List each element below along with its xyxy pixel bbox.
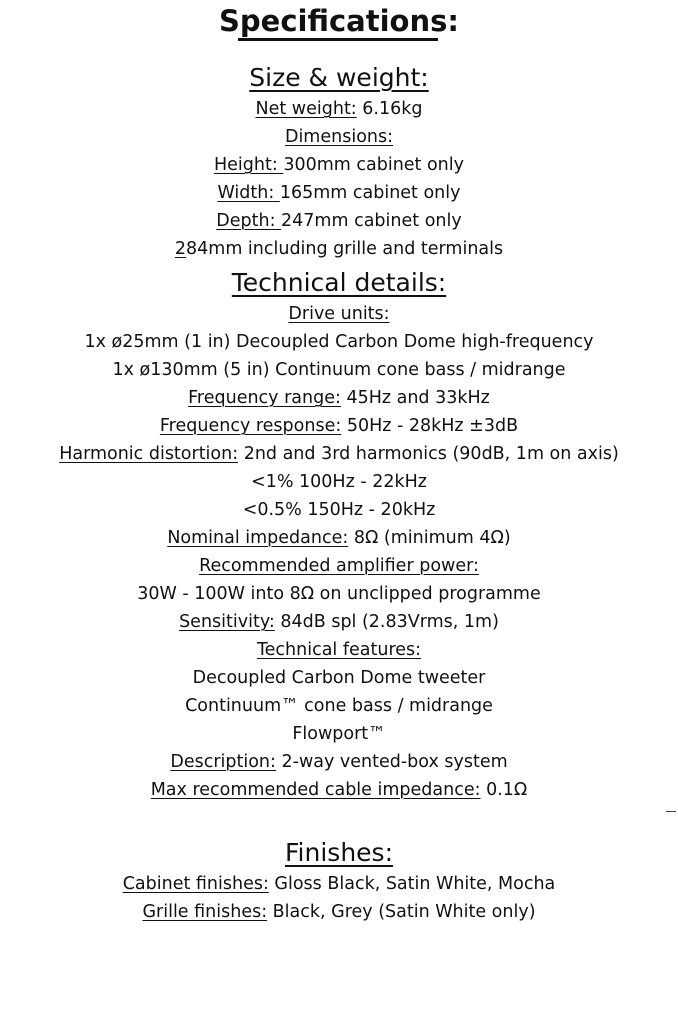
page-title-colon: : (447, 4, 459, 38)
spec-width (0, 179, 678, 207)
spec-value: Black, Grey (Satin White only) (267, 902, 536, 922)
spec-label: Depth: (216, 211, 282, 231)
spec-label: Description: (170, 752, 276, 772)
spec-drive-2: 1x ø130mm (5 in) Continuum cone bass / midrange (112, 360, 566, 380)
spec-frequency-range (0, 384, 678, 412)
spec-label: Grille finishes: (142, 902, 268, 922)
spec-harmonic-1: <1% 100Hz - 22kHz (251, 472, 427, 492)
spec-feature-3: Flowport™ (292, 724, 386, 744)
spec-label: Nominal impedance: (167, 528, 349, 548)
spec-drive-units (0, 300, 678, 328)
spec-cable-impedance (0, 776, 678, 804)
spec-label: Frequency range: (188, 388, 341, 408)
spec-amplifier-power-value: 30W - 100W into 8Ω on unclipped programme (137, 584, 541, 604)
spec-label: Max recommended cable impedance: (150, 780, 481, 800)
margin-dash (666, 811, 676, 812)
spec-value: 50Hz - 28kHz ±3dB (341, 416, 519, 436)
spec-label: Technical features: (256, 640, 422, 660)
spec-label: Width: (217, 183, 280, 203)
spec-value: 84mm including grille and terminals (186, 239, 504, 259)
spec-label: Harmonic distortion: (59, 444, 239, 464)
spec-description (0, 748, 678, 776)
heading-size-weight (0, 62, 678, 94)
spec-label: Height: (214, 155, 284, 175)
spec-nominal-impedance (0, 524, 678, 552)
spec-amplifier-power (0, 552, 678, 580)
spec-harmonic-2: <0.5% 150Hz - 20kHz (242, 500, 436, 520)
spec-label: Net weight: (255, 99, 357, 119)
title-underline (238, 38, 438, 41)
spec-value: 8Ω (minimum 4Ω) (348, 528, 511, 548)
spec-label: Sensitivity: (179, 612, 275, 632)
spec-height (0, 151, 678, 179)
heading-finishes (0, 837, 678, 869)
spec-value: 45Hz and 33kHz (340, 388, 490, 408)
spec-label: Drive units: (288, 304, 390, 324)
spec-value: 2-way vented-box system (275, 752, 508, 772)
spec-sensitivity (0, 608, 678, 636)
spec-label: 2 (174, 239, 186, 259)
spec-feature-1: Decoupled Carbon Dome tweeter (192, 668, 486, 688)
spec-value: Gloss Black, Satin White, Mocha (268, 874, 556, 894)
spec-depth (0, 207, 678, 235)
spec-value: 2nd and 3rd harmonics (90dB, 1m on axis) (238, 444, 619, 464)
heading-technical-details-text: Technical details: (231, 268, 447, 297)
spec-label: Frequency response: (159, 416, 342, 436)
heading-size-weight-text: Size & weight: (249, 63, 429, 92)
spec-value: 0.1Ω (480, 780, 528, 800)
spec-value: 84dB spl (2.83Vrms, 1m) (274, 612, 499, 632)
spec-drive-1: 1x ø25mm (1 in) Decoupled Carbon Dome high-frequency (84, 332, 594, 352)
spec-dimensions (0, 123, 678, 151)
spec-harmonic-distortion (0, 440, 678, 468)
spec-value: 165mm cabinet only (279, 183, 461, 203)
spec-label: Recommended amplifier power: (199, 556, 479, 576)
page-title-text: Specifications (219, 4, 448, 38)
heading-technical-details (0, 267, 678, 299)
spec-net-weight (0, 95, 678, 123)
spec-value: 6.16kg (356, 99, 423, 119)
spec-technical-features (0, 636, 678, 664)
spec-cabinet-finishes (0, 870, 678, 898)
page-title (0, 2, 678, 40)
spec-frequency-response (0, 412, 678, 440)
spec-value: 300mm cabinet only (283, 155, 464, 175)
spec-depth-extra (0, 235, 678, 263)
spec-label: Dimensions: (284, 127, 394, 147)
spec-feature-2: Continuum™ cone bass / midrange (185, 696, 493, 716)
spec-label: Cabinet finishes: (122, 874, 269, 894)
spec-grille-finishes (0, 898, 678, 926)
spec-value: 247mm cabinet only (281, 211, 462, 231)
heading-finishes-text: Finishes: (285, 838, 393, 867)
